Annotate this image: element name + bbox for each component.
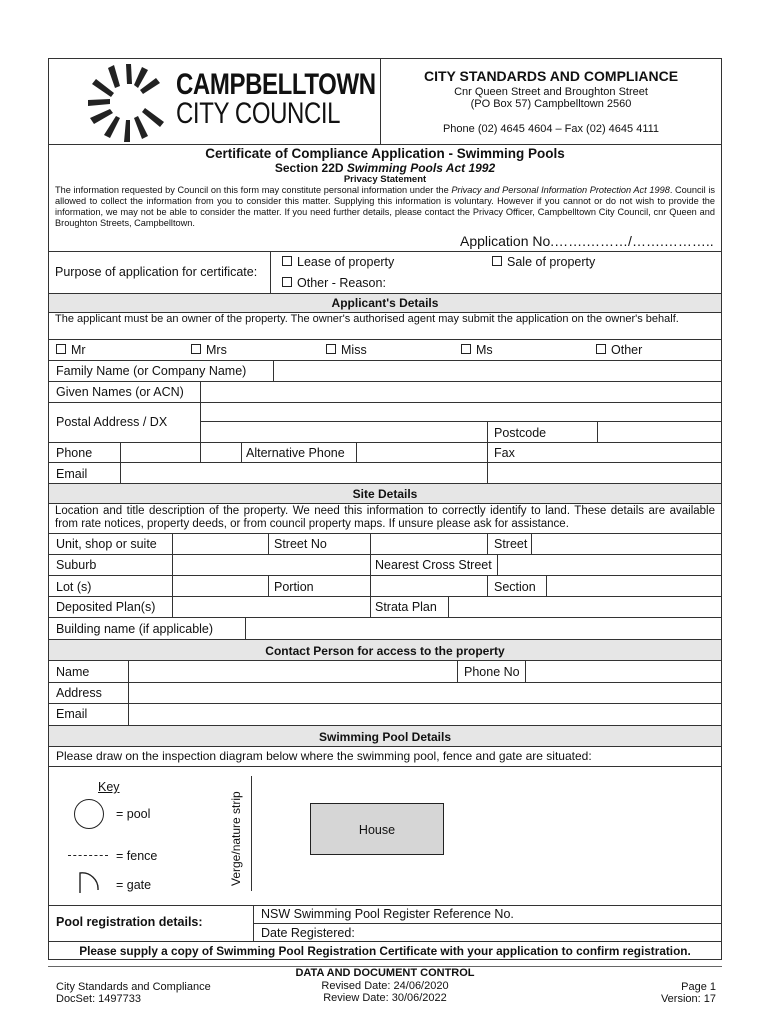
postal-address-field[interactable] (201, 403, 721, 421)
footer-review-date: Review Date: 30/06/2022 (323, 992, 447, 1004)
email-label: Email (56, 467, 88, 481)
gate-key-icon (78, 870, 106, 894)
strata-plan-label: Strata Plan (375, 600, 437, 614)
site-heading: Site Details (352, 487, 418, 501)
fax-field[interactable] (540, 443, 721, 462)
contact-heading: Contact Person for access to the property (265, 644, 505, 658)
section-label: Section (494, 580, 536, 594)
footer-data-control: DATA AND DOCUMENT CONTROL (295, 967, 475, 979)
date-registered-label: Date Registered: (261, 926, 355, 940)
given-names-label: Given Names (or ACN) (56, 385, 184, 399)
deposited-plan-field[interactable] (173, 597, 370, 617)
rule (48, 144, 722, 145)
street-label: Street (494, 537, 528, 551)
phone-field[interactable] (121, 443, 241, 462)
street-no-label: Street No (274, 537, 327, 551)
pool-instruction: Please draw on the inspection diagram below where the swimming pool, fence and gate are situated: (56, 749, 592, 763)
site-note: Location and title description of the property. We need this information to correctly identify to land. These details are available from rate notices, property deeds, or from council property maps. If unsure please ask for assistance. (55, 505, 715, 530)
privacy-statement: The information requested by Council on this form may constitute personal information under the Privacy and Personal Information Protection Act 1998. Council is allowed to collect the information from you to consider this matter. Supplying this information is voluntary. However if you cannot or do not wish to provide the information, we may not be able to consider the matter. If you need further details, please contact the Privacy Officer, Campbelltown City Council, cnr Queen and Broughton Streets, Campbelltown. (55, 185, 715, 228)
postcode-field[interactable] (598, 422, 721, 442)
checkbox-miss[interactable] (326, 344, 336, 354)
address-line-1: Cnr Queen Street and Broughton Street (454, 86, 648, 98)
contact-address-label: Address (56, 686, 102, 700)
portion-field[interactable] (371, 576, 487, 596)
unit-label: Unit, shop or suite (56, 537, 157, 551)
purpose-label: Purpose of application for certificate: (55, 265, 258, 279)
footer-version: Version: 17 (660, 993, 716, 1005)
purpose-lease-option[interactable]: Lease of property (282, 255, 394, 269)
key-pool-label: = pool (116, 807, 151, 821)
checkbox-title-other[interactable] (596, 344, 606, 354)
unit-field[interactable] (173, 534, 268, 554)
alt-phone-field[interactable] (357, 443, 486, 462)
privacy-heading: Privacy Statement (343, 174, 427, 185)
title-ms-option[interactable]: Ms (461, 343, 493, 357)
checkbox-lease[interactable] (282, 256, 292, 266)
contact-email-label: Email (56, 707, 88, 721)
title-mr-option[interactable]: Mr (56, 343, 86, 357)
portion-label: Portion (274, 580, 314, 594)
application-number: Application No.…….………/…….……….. (460, 233, 714, 249)
pool-registration-label: Pool registration details: (56, 915, 203, 929)
purpose-sale-option[interactable]: Sale of property (492, 255, 595, 269)
contact-name-label: Name (56, 665, 90, 679)
fax-label: Fax (494, 446, 515, 460)
footer-page: Page 1 (681, 981, 716, 993)
contact-name-field[interactable] (129, 661, 457, 682)
checkbox-sale[interactable] (492, 256, 502, 266)
footer-department: City Standards and Compliance (56, 981, 211, 993)
key-gate-label: = gate (116, 878, 152, 892)
footer-docset: DocSet: 1497733 (56, 993, 142, 1005)
address-line-2: (PO Box 57) Campbelltown 2560 (470, 98, 632, 110)
contact-email-field[interactable] (129, 704, 721, 725)
cross-street-label: Nearest Cross Street (375, 558, 492, 572)
phone-label: Phone (56, 446, 93, 460)
suburb-field[interactable] (173, 555, 370, 575)
applicant-heading: Applicant's Details (331, 296, 439, 310)
title-miss-option[interactable]: Miss (326, 343, 367, 357)
building-name-field[interactable] (246, 618, 721, 639)
suburb-label: Suburb (56, 558, 97, 572)
title-mrs-option[interactable]: Mrs (191, 343, 227, 357)
key-heading: Key (98, 780, 120, 794)
checkbox-ms[interactable] (461, 344, 471, 354)
title-other-option[interactable]: Other (596, 343, 642, 357)
deposited-plan-label: Deposited Plan(s) (56, 600, 156, 614)
footer-revised-date: Revised Date: 24/06/2020 (321, 980, 449, 992)
contact-phone-field[interactable] (526, 661, 721, 682)
lot-label: Lot (s) (56, 580, 92, 594)
pool-heading: Swimming Pool Details (318, 730, 452, 744)
fence-key-icon (68, 855, 108, 856)
street-field[interactable] (532, 534, 721, 554)
contact-phone-label: Phone No (464, 665, 520, 679)
applicant-note: The applicant must be an owner of the property. The owner's authorised agent may submit the application on the owner's behalf. (55, 313, 679, 325)
dept-title: CITY STANDARDS AND COMPLIANCE (423, 68, 679, 84)
pool-key-icon (74, 799, 104, 829)
family-name-label: Family Name (or Company Name) (56, 364, 247, 378)
contact-address-field[interactable] (129, 683, 721, 703)
phone-fax: Phone (02) 4645 4604 – Fax (02) 4645 4111 (442, 123, 660, 135)
postcode-label: Postcode (494, 426, 547, 440)
alt-phone-label: Alternative Phone (246, 446, 345, 460)
checkbox-other[interactable] (282, 277, 292, 287)
street-no-field[interactable] (371, 534, 487, 554)
given-names-field[interactable] (201, 382, 721, 402)
register-reference-label: NSW Swimming Pool Register Reference No. (261, 907, 514, 921)
checkbox-mrs[interactable] (191, 344, 201, 354)
logo-word-city-council: CITY COUNCIL (176, 97, 341, 130)
section-field[interactable] (547, 576, 721, 596)
logo-word-campbelltown: CAMPBELLTOWN (176, 68, 376, 101)
key-fence-label: = fence (116, 849, 158, 863)
postal-address-label: Postal Address / DX (56, 415, 168, 429)
strata-plan-field[interactable] (449, 597, 721, 617)
form-title: Certificate of Compliance Application - Swimming Pools (205, 146, 565, 161)
family-name-field[interactable] (274, 361, 721, 381)
verge-line (251, 776, 252, 891)
verge-label: Verge/nature strip (229, 791, 243, 886)
act-name: Swimming Pools Act 1992 (346, 161, 496, 175)
council-logo-icon (86, 60, 170, 144)
purpose-other-option[interactable]: Other - Reason: (282, 276, 386, 290)
lot-field[interactable] (173, 576, 268, 596)
checkbox-mr[interactable] (56, 344, 66, 354)
form-subtitle: Section 22D Swimming Pools Act 1992 (274, 161, 496, 175)
registration-supply-note: Please supply a copy of Swimming Pool Registration Certificate with your application to confirm registration. (79, 944, 691, 958)
cross-street-field[interactable] (498, 555, 721, 575)
email-field[interactable] (121, 463, 721, 483)
building-name-label: Building name (if applicable) (56, 622, 214, 636)
house-label: House (358, 823, 396, 837)
